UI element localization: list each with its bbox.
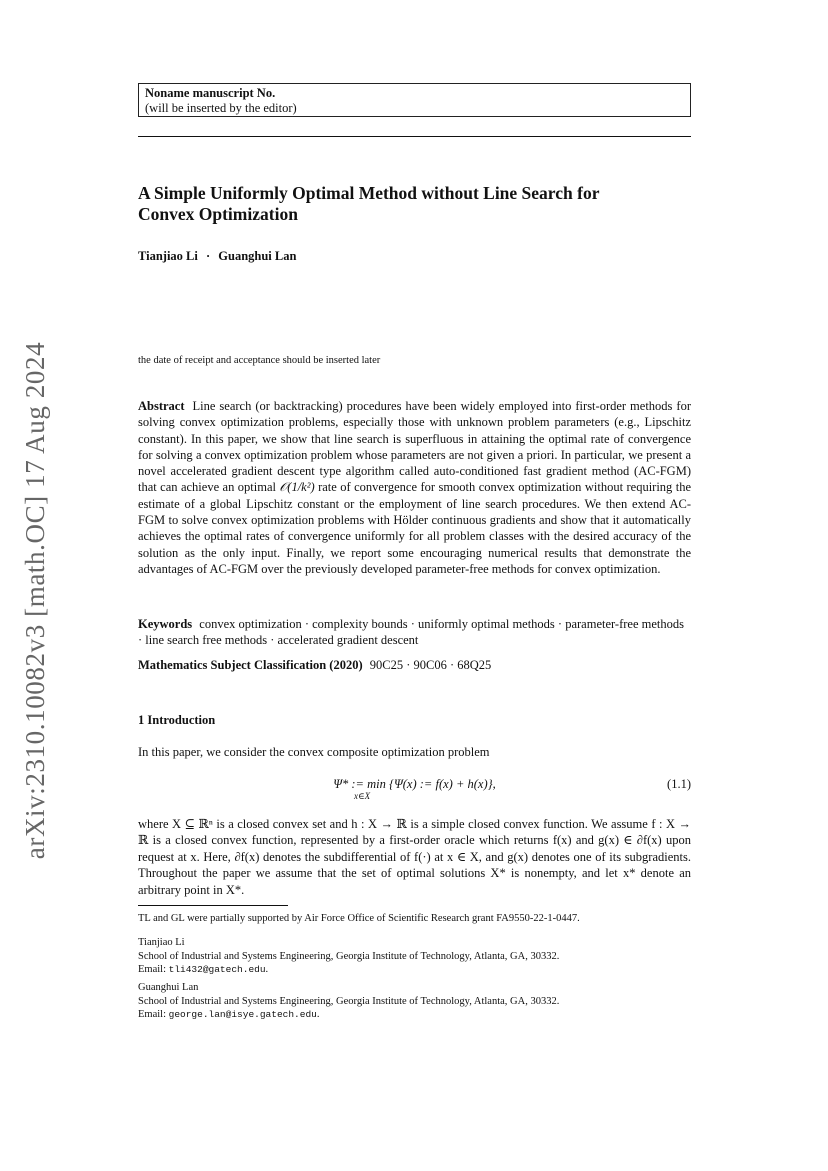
equation-subscript: x∈X <box>354 791 371 801</box>
msc-classification <box>138 658 691 673</box>
title-line-2: Convex Optimization <box>138 204 298 224</box>
footnote-rule <box>138 905 288 906</box>
editor-note: (will be inserted by the editor) <box>145 101 297 115</box>
header-rule <box>138 136 691 137</box>
keywords-label: Keywords <box>138 617 193 631</box>
author-1-school: School of Industrial and Systems Engineering, Georgia Institute of Technology, Atlanta, GA, 30332. <box>138 950 560 962</box>
author-1-affiliation: Tianjiao Li School of Industrial and Systems Engineering, Georgia Institute of Technology, Atlanta, GA, 30332. Email: tli432@gatech.edu. <box>138 936 691 977</box>
abstract-math: 𝒪(1/k²) <box>279 480 315 495</box>
author-2-school: School of Industrial and Systems Engineering, Georgia Institute of Technology, Atlanta, GA, 30332. <box>138 995 560 1007</box>
abstract-text-2: rate of convergence for smooth convex optimization without requiring the estimate of a global Lipschitz constant or the employment of line search procedures. We then extend AC-FGM to solve convex optimization problems with Hölder continuous gradients and show that it automatically achieves the optimal rates of convergence uniformly for all problem classes with the desired accuracy of the solution as the only input. Finally, we report some encouraging numerical results that demonstrate the advantages of AC-FGM over the previously developed parameter-free methods for convex optimization. <box>138 480 692 576</box>
author-list <box>138 249 691 264</box>
author-2: Guanghui Lan <box>218 249 297 263</box>
author-1-email[interactable]: tli432@gatech.edu <box>168 964 266 975</box>
abstract-label: Abstract <box>138 399 185 413</box>
funding-footnote: TL and GL were partially supported by Air Force Office of Scientific Research grant FA9550-22-1-0447. <box>138 913 580 924</box>
title-line-1: A Simple Uniformly Optimal Method without Line Search for <box>138 183 600 203</box>
manuscript-box <box>138 83 691 117</box>
paper-title <box>138 183 691 225</box>
author-2-email[interactable]: george.lan@isye.gatech.edu <box>168 1009 317 1020</box>
receipt-note: the date of receipt and acceptance should be inserted later <box>138 355 381 366</box>
equation-body: Ψ* := min {Ψ(x) := f(x) + h(x)}, <box>333 777 496 791</box>
abstract <box>138 398 691 577</box>
intro-paragraph-1: In this paper, we consider the convex composite optimization problem <box>138 745 490 759</box>
equation-number: (1.1) <box>667 777 691 791</box>
intro-paragraph-2: where X ⊆ ℝⁿ is a closed convex set and h : X → ℝ is a simple closed convex function. We assume f : X → ℝ is a closed convex function, represented by a first-order oracle which returns f(x) and g(x) ∈ ∂f(x) upon request at x. Here, ∂f(x) denotes the subdifferential of f(·) at x ∈ X, and g(x) denotes one of its subgradients. Throughout the paper we assume that the set of optimal solutions X* is nonempty, and let x* denote an arbitrary point in X*. <box>138 817 691 897</box>
arxiv-sidebar <box>14 340 58 860</box>
email-label: Email: <box>138 1009 166 1020</box>
manuscript-number: Noname manuscript No. <box>145 86 276 100</box>
author-1: Tianjiao Li <box>138 249 198 263</box>
keywords-text: convex optimization · complexity bounds · uniformly optimal methods · parameter-free methods · line search free methods · accelerated gradient descent <box>138 617 684 648</box>
author-1-name: Tianjiao Li <box>138 937 185 948</box>
keywords <box>138 616 691 649</box>
author-separator: · <box>205 249 211 263</box>
equation-1-1 <box>138 777 691 803</box>
author-2-affiliation: Guanghui Lan School of Industrial and Systems Engineering, Georgia Institute of Technology, Atlanta, GA, 30332. Email: george.lan@isye.gatech.edu. <box>138 981 691 1022</box>
msc-label: Mathematics Subject Classification (2020) <box>138 658 363 672</box>
author-2-name: Guanghui Lan <box>138 982 199 993</box>
section-heading: 1 Introduction <box>138 713 216 727</box>
arxiv-identifier: arXiv:2310.10082v3 [math.OC] 17 Aug 2024 <box>20 341 51 859</box>
msc-codes: 90C25 · 90C06 · 68Q25 <box>369 658 492 672</box>
email-label: Email: <box>138 964 166 975</box>
abstract-text-1: Line search (or backtracking) procedures have been widely employed into first-order methods for solving convex optimization problems, especially those with unknown problem parameters (e.g., Lipschitz constant). In this paper, we show that line search is superfluous in attaining the optimal rate of convergence for solving a convex optimization problem whose parameters are not given a priori. In particular, we present a novel accelerated gradient descent type algorithm called auto-conditioned fast gradient method (AC-FGM) that can achieve an optimal <box>138 399 691 495</box>
